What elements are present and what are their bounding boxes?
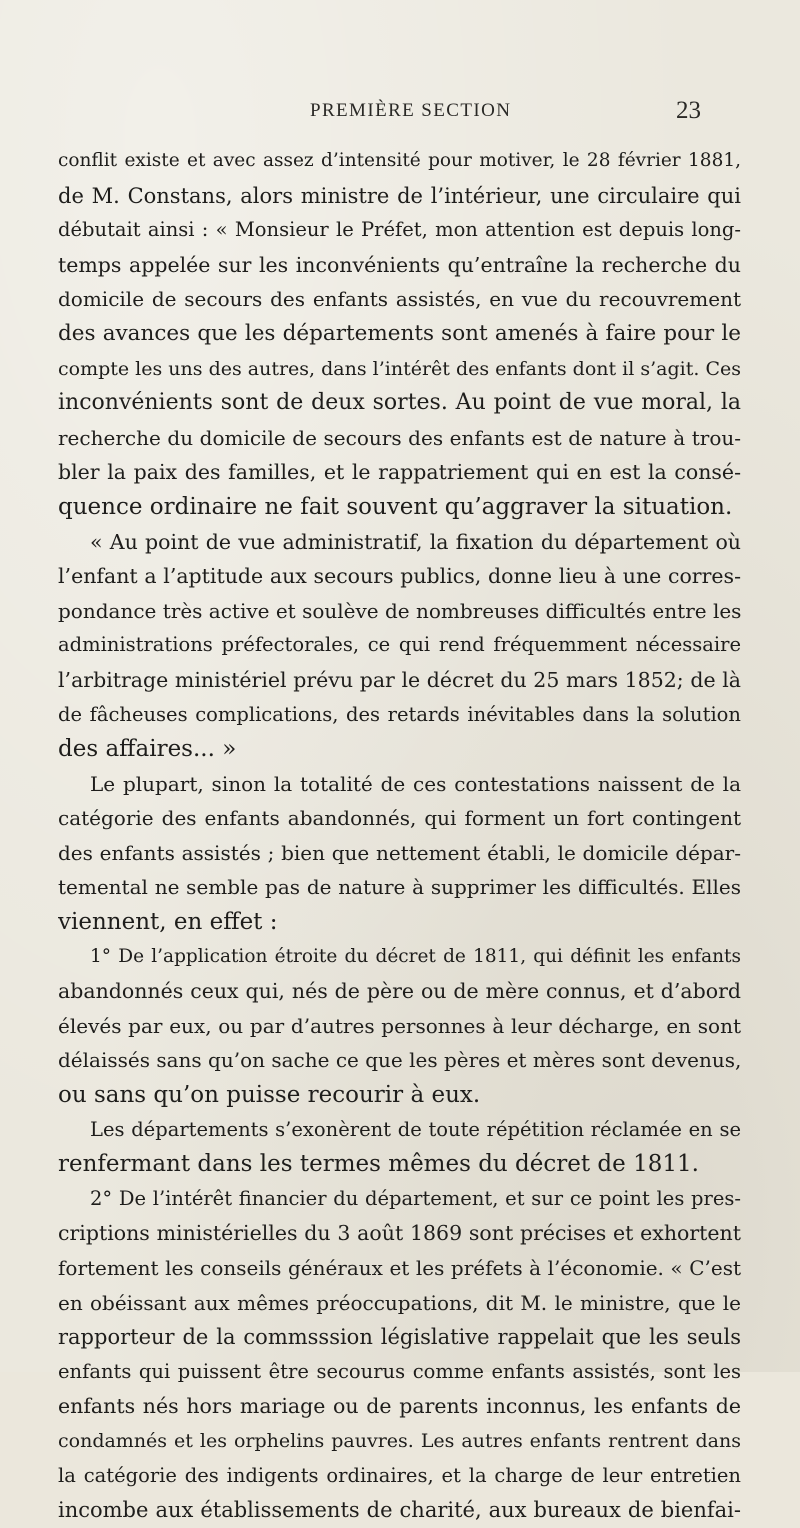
text-line: de fâcheuses complications, des retards inévitables dans la solution	[58, 702, 741, 726]
running-title: PREMIÈRE SECTION	[310, 100, 512, 121]
text-line: des avances que les départements sont amenés à faire pour le	[58, 320, 741, 346]
body-text	[58, 144, 741, 1528]
text-line: inconvénients sont de deux sortes. Au point de vue moral, la	[58, 390, 741, 416]
text-line: délaissés sans qu’on sache ce que les pères et mères sont devenus,	[58, 1048, 741, 1073]
text-line: criptions ministérielles du 3 août 1869 sont précises et exhortent	[58, 1221, 741, 1246]
text-line: incombe aux établissements de charité, aux bureaux de bienfai-	[58, 1498, 741, 1523]
text-line: viennent, en effet :	[58, 909, 278, 936]
text-line: Le plupart, sinon la totalité de ces contestations naissent de la	[90, 771, 741, 796]
text-line: temps appelée sur les inconvénients qu’entraîne la recherche du	[58, 252, 741, 277]
text-line: bler la paix des familles, et le rappatriement qui en est la consé-	[58, 460, 741, 485]
text-line: élevés par eux, ou par d’autres personnes à leur décharge, en sont	[58, 1013, 741, 1038]
text-line: 2° De l’intérêt financier du département, et sur ce point les pres-	[90, 1186, 741, 1210]
text-line: condamnés et les orphelins pauvres. Les autres enfants rentrent dans	[58, 1429, 741, 1452]
text-line: renfermant dans les termes mêmes du décret de 1811.	[58, 1151, 699, 1178]
text-line: conflit existe et avec assez d’intensité pour motiver, le 28 février 1881,	[58, 150, 741, 171]
text-line: fortement les conseils généraux et les préfets à l’économie. « C’est	[58, 1256, 741, 1280]
text-line: abandonnés ceux qui, nés de père ou de mère connus, et d’abord	[58, 979, 741, 1004]
text-line: enfants qui puissent être secourus comme enfants assistés, sont les	[58, 1359, 741, 1383]
text-line: rapporteur de la commsssion législative rappelait que les seuls	[58, 1325, 741, 1350]
text-line: l’enfant a l’aptitude aux secours publics, donne lieu à une corres-	[58, 564, 741, 589]
text-line: temental ne semble pas de nature à supprimer les difficultés. Elles	[58, 875, 741, 900]
text-line: Les départements s’exonèrent de toute répétition réclamée en se	[90, 1117, 741, 1141]
text-line: domicile de secours des enfants assistés, en vue du recouvrement	[58, 287, 741, 312]
text-line: recherche du domicile de secours des enfants est de nature à trou-	[58, 425, 741, 450]
text-line: de M. Constans, alors ministre de l’intérieur, une circulaire qui	[58, 183, 741, 208]
text-line: l’arbitrage ministériel prévu par le décret du 25 mars 1852; de là	[58, 667, 741, 692]
text-line: pondance très active et soulève de nombreuses difficultés entre les	[58, 598, 741, 623]
text-line: en obéissant aux mêmes préoccupations, dit M. le ministre, que le	[58, 1290, 741, 1315]
text-line: la catégorie des indigents ordinaires, et la charge de leur entretien	[58, 1463, 741, 1487]
page-header	[0, 97, 800, 140]
text-line: compte les uns des autres, dans l’intérêt des enfants dont il s’agit. Ces	[58, 357, 741, 380]
text-line: débutait ainsi : « Monsieur le Préfet, mon attention est depuis long-	[58, 218, 741, 242]
text-line: « Au point de vue administratif, la fixation du département où	[90, 529, 741, 554]
text-line: quence ordinaire ne fait souvent qu’aggraver la situation.	[58, 493, 733, 520]
text-line: administrations préfectorales, ce qui rend fréquemment nécessaire	[58, 633, 741, 657]
text-line: des enfants assistés ; bien que nettement établi, le domicile dépar-	[58, 840, 741, 865]
text-line: ou sans qu’on puisse recourir à eux.	[58, 1082, 481, 1109]
page-number: 23	[676, 97, 701, 124]
text-line: 1° De l’application étroite du décret de 1811, qui définit les enfants	[90, 945, 741, 967]
text-line: des affaires... »	[58, 736, 237, 763]
text-line: enfants nés hors mariage ou de parents inconnus, les enfants de	[58, 1394, 741, 1419]
text-line: catégorie des enfants abandonnés, qui forment un fort contingent	[58, 806, 741, 831]
